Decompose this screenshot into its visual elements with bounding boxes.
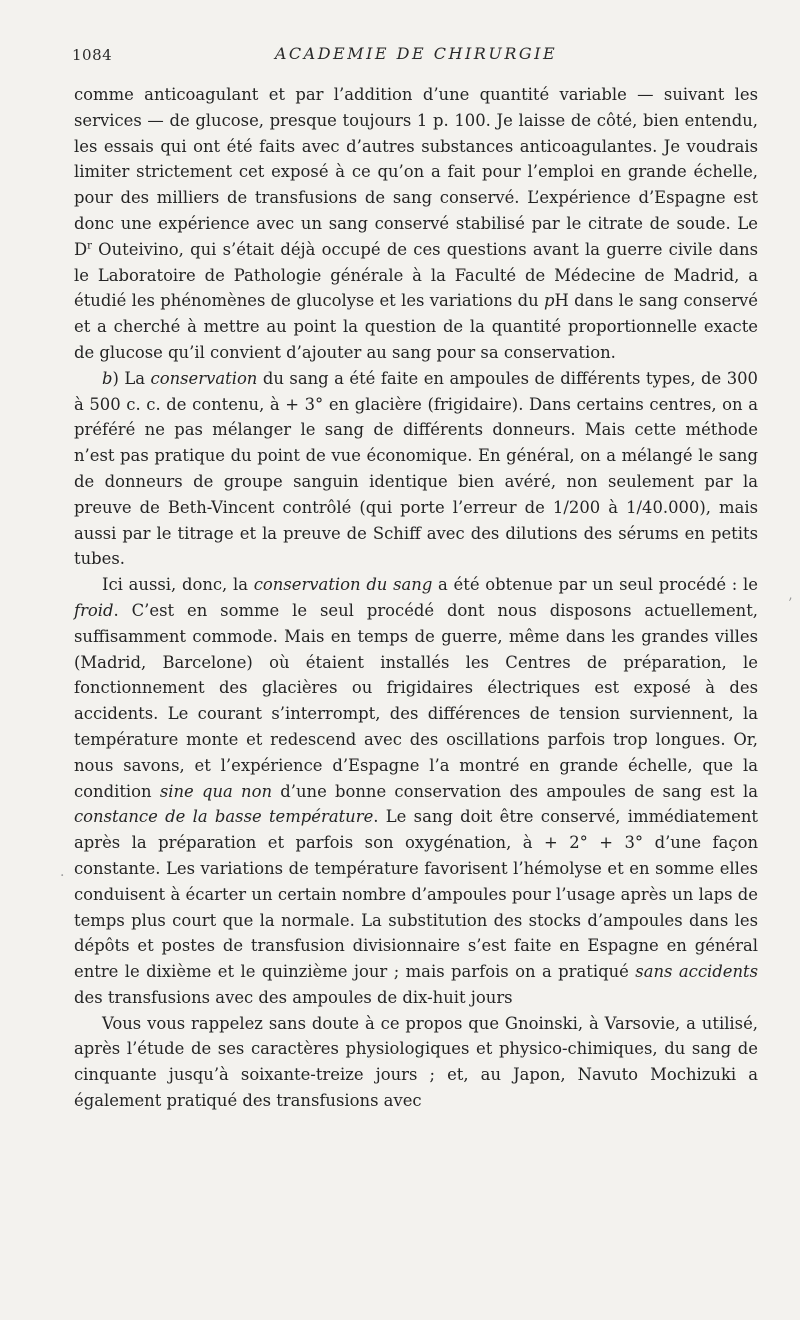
text-run: comme anticoagulant et par l’addition d’une quantité variable — suivant les services — de glucose, presque toujours 1 p. 100. Je laisse de côté, bien entendu, les essais qui ont été faits avec d’autres substances anticoagulantes. Je voudrais limiter strictement cet exposé à ce qu’on a fait pour l’emploi en grande échelle, pour des milliers de transfusions de sang conservé. L’expérience d’Espagne est donc une expérience avec un sang conservé stabilisé par le citrate de soude. Le D (74, 85, 758, 259)
paragraph-4 (74, 1011, 758, 1114)
italic-text: froid (74, 600, 114, 620)
paragraph-3 (74, 572, 758, 1011)
italic-text: p (544, 291, 555, 311)
page-number: 1084 (72, 46, 113, 64)
paragraph-2 (74, 366, 758, 572)
text-run: Ici aussi, donc, la (102, 575, 254, 595)
superscript-text: r (87, 240, 92, 252)
text-run: ) La (112, 368, 151, 388)
text-run: Vous vous rappelez sans doute à ce propos que Gnoinski, à Varsovie, a utilisé, après l’étude de ses caractères physiologiques et physico-chimiques, du sang de cinquante jusqu’à soixante-treize jours ; et, au Japon, Navuto Mochizuki a également pratiqué des transfusions avec (74, 1013, 758, 1111)
margin-mark-left: · (60, 868, 65, 884)
text-run: H dans le sang conservé et a cherché à mettre au point la question de la quantité proportionnelle exacte de glucose qu’il convient d’ajouter au sang pour sa conservation. (74, 291, 758, 362)
page-header (72, 44, 760, 68)
text-run: Outeivino, qui s’était déjà occupé de ces questions avant la guerre civile dans le Laboratoire de Pathologie générale à la Faculté de Médecine de Madrid, a étudié les phénomènes de glucolyse et les variations du (74, 239, 758, 311)
text-run: . C’est en somme le seul procédé dont nous disposons actuellement, suffisamment commode. Mais en temps de guerre, même dans les grandes villes (Madrid, Barcelone) où étaient installés les Centres de préparation, le fonctionnement des glacières ou frigidaires électriques est exposé à des accidents. Le courant s’interrompt, des différences de tension surviennent, la température monte et redescend avec des oscillations parfois trop longues. Or, nous savons, et l’expérience d’Espagne l’a montré en grande échelle, que la condition (74, 600, 758, 801)
italic-text: conservation du sang (253, 575, 433, 595)
italic-text: sans accidents (635, 962, 758, 982)
running-title: ACADEMIE DE CHIRURGIE (274, 44, 558, 63)
text-run: a été obtenue par un seul procédé : le (432, 575, 758, 595)
text-run: du sang a été faite en ampoules de différents types, de 300 à 500 c. c. de contenu, à + 3° en glacière (frigidaire). Dans certains centres, on a préféré ne pas mélanger le sang de différents donneurs. Mais cette méthode n’est pas pratique du point de vue économique. En général, on a mélangé le sang de donneurs de groupe sanguin identique bien avéré, non seulement par la preuve de Beth-Vincent contrôlé (qui porte l’erreur de 1/200 à 1/40.000), mais aussi par le titrage et la preuve de Schiff avec des dilutions des sérums en petits tubes. (74, 368, 758, 569)
text-run: . Le sang doit être conservé, immédiatement après la préparation et parfois son oxygénation, à + 2° + 3° d’une façon constante. Les variations de température favorisent l’hémolyse et en somme elles conduisent à écarter un certain nombre d’ampoules pour l’usage après un laps de temps plus court que la normale. La substitution des stocks d’ampoules dans les dépôts et postes de transfusion divisionnaire s’est faite en Espagne en général entre le dixième et le quinzième jour ; mais parfois on a pratiqué (74, 807, 758, 982)
text-run: d’une bonne conservation des ampoules de sang est la (272, 781, 758, 801)
paragraph-1 (74, 82, 758, 366)
italic-text: sine qua non (159, 781, 273, 801)
italic-text: b (102, 368, 113, 388)
body-text (74, 82, 758, 1114)
margin-mark-right: ’ (788, 596, 793, 612)
italic-text: conservation (150, 368, 258, 388)
text-run: des transfusions avec des ampoules de dix-huit jours (74, 987, 513, 1007)
italic-text: constance de la basse température (74, 807, 374, 827)
